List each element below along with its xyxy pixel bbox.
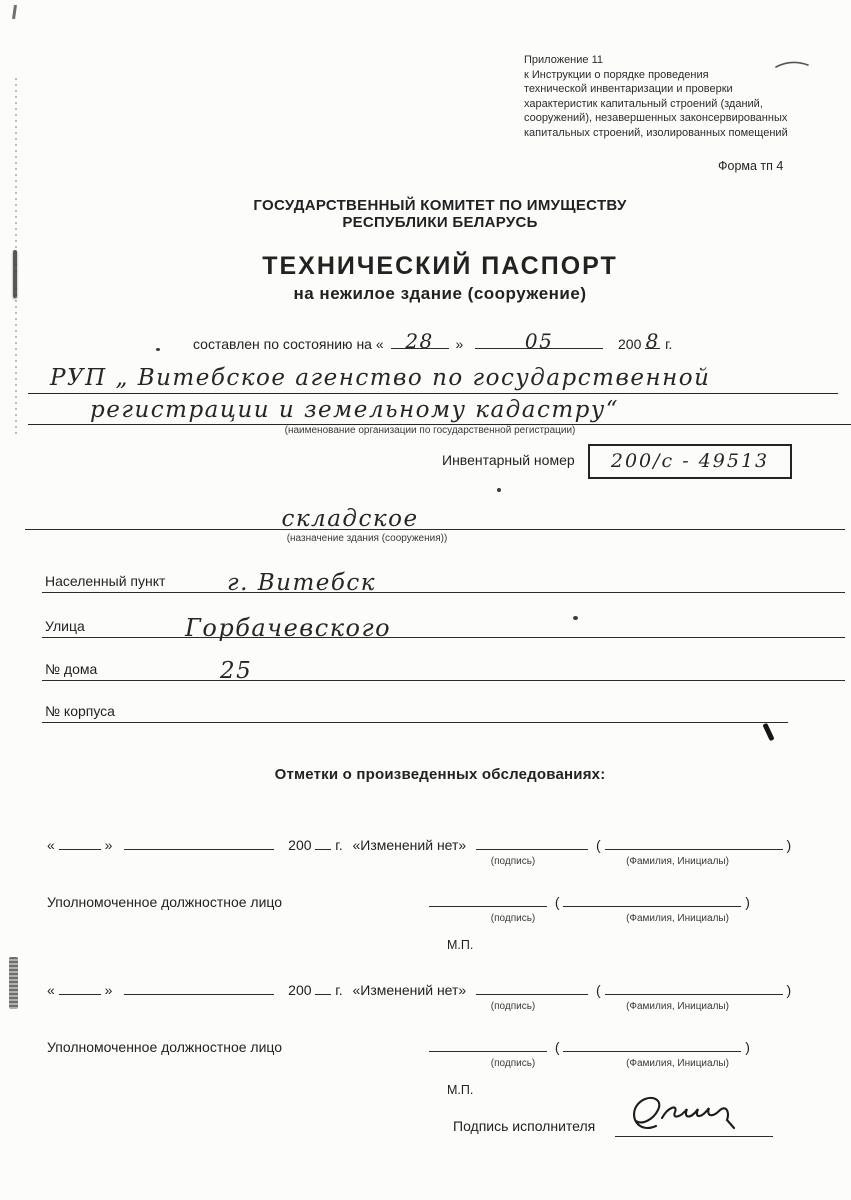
open-paren: ( [554,894,560,910]
close-quote: » [104,982,113,998]
inspection-month-blank [124,980,274,995]
signature-caption: (подпись) [490,913,536,924]
appendix-line: капитальных строений, изолированных помещений [524,126,788,139]
organization-name-text2: регистрации и земельному кадастру“ [90,397,619,423]
open-paren: ( [595,837,601,853]
street-row [42,603,845,642]
year-unit: г. [665,336,673,352]
open-quote: « [375,336,384,352]
inspection-year-blank [315,835,331,850]
settlement-label: Населенный пункт [45,573,166,589]
signature-blank [429,1037,547,1052]
appendix-line: Приложение 11 [524,54,603,66]
inventory-number-label: Инвентарный номер [442,452,575,468]
official-row [47,1037,750,1055]
house-number-value: 25 [220,658,253,684]
stamp-place-label: М.П. [447,938,474,952]
inspection-block-1 [0,835,851,960]
close-paren: ) [745,1039,750,1055]
document-title: ТЕХНИЧЕСКИЙ ПАСПОРТ [262,252,618,280]
appendix-line: сооружений), незавершенных законсервированных [524,112,788,125]
inventory-number-box [588,444,792,479]
inspection-day-blank [59,980,101,995]
inspection-day-blank [59,835,101,850]
organization-caption: (наименование организации по государственной регистрации) [284,425,576,436]
signature-blank [476,980,588,995]
name-blank [563,892,741,907]
inventory-number-value: 200/с - 49513 [610,450,770,472]
name-blank [605,835,783,850]
close-paren: ) [786,837,792,853]
appendix-note [524,53,829,141]
building-number-row [42,688,788,723]
settlement-row [42,558,845,596]
inspection-date-row [47,980,791,998]
inspection-block-2 [0,980,851,1105]
street-value: Горбачевского [185,614,392,642]
scan-artifact-pen-tick [762,723,774,741]
date-year-value: 8 [645,329,660,353]
executor-signature-label: Подпись исполнителя [453,1118,596,1134]
signature-caption: (подпись) [490,856,536,867]
status-date-line [193,329,673,353]
year-unit: г. [335,982,343,998]
street-label: Улица [45,618,85,634]
organization-name-line2 [28,395,851,425]
name-caption: (Фамилия, Инициалы) [626,1001,729,1012]
year-printed: 200 [618,336,642,352]
settlement-value: г. Витебск [227,570,377,596]
authority-line1: ГОСУДАРСТВЕННЫЙ КОМИТЕТ ПО ИМУЩЕСТВУ [253,197,627,214]
organization-name-line1 [28,360,838,394]
name-caption: (Фамилия, Инициалы) [626,856,729,867]
issuing-authority [20,197,851,231]
inspection-date-row [47,835,791,853]
signature-blank [476,835,588,850]
close-quote: » [104,837,113,853]
organization-name-text1: РУП „ Витебское агенство по государственной [50,365,711,391]
close-paren: ) [745,894,750,910]
name-blank [605,980,783,995]
building-purpose-caption: (назначение здания (сооружения)) [286,533,448,544]
name-caption: (Фамилия, Инициалы) [626,1058,729,1069]
appendix-line: технической инвентаризации и проверки [524,83,733,96]
official-label: Уполномоченное должностное лицо [47,894,283,910]
open-paren: ( [595,982,601,998]
year-printed: 200 [288,837,312,853]
open-quote: « [47,837,55,853]
date-prefix: составлен по состоянию на [193,336,372,352]
open-quote: « [47,982,55,998]
house-number-label: № дома [45,661,98,677]
close-paren: ) [786,982,792,998]
no-changes-label: «Изменений нет» [352,837,467,853]
appendix-line: к Инструкции о порядке проведения [524,68,709,81]
document-subtitle: на нежилое здание (сооружение) [293,284,587,303]
authority-line2: РЕСПУБЛИКИ БЕЛАРУСЬ [342,214,538,231]
close-quote: » [455,336,464,352]
date-day-value: 28 [405,329,434,353]
date-month-blank [475,329,603,353]
inspections-heading: Отметки о произведенных обследованиях: [274,766,606,783]
signature-caption: (подпись) [490,1058,536,1069]
scan-artifact-edge-blob [13,250,17,298]
executor-signature-handwriting [622,1090,767,1140]
house-number-row [42,646,845,684]
date-day-blank [391,329,449,353]
scan-speck [156,348,160,351]
signature-caption: (подпись) [490,1001,536,1012]
year-printed: 200 [288,982,312,998]
name-caption: (Фамилия, Инициалы) [626,913,729,924]
official-label: Уполномоченное должностное лицо [47,1039,283,1055]
year-unit: г. [335,837,343,853]
appendix-line: характеристик капитальный строений (зданий, [524,97,763,110]
date-year-blank [645,329,660,353]
scan-artifact-corner [12,5,17,19]
no-changes-label: «Изменений нет» [352,982,467,998]
inspection-year-blank [315,980,331,995]
inspection-month-blank [124,835,274,850]
official-row [47,892,750,910]
building-number-label: № корпуса [45,703,115,719]
open-paren: ( [554,1039,560,1055]
date-month-value: 05 [524,329,554,353]
scan-speck [497,488,501,492]
name-blank [563,1037,741,1052]
signature-blank [429,892,547,907]
form-number-label: Форма тп 4 [718,159,784,173]
stamp-place-label: М.П. [447,1083,474,1097]
building-purpose-line [25,498,845,530]
building-purpose-value: складское [281,506,419,532]
